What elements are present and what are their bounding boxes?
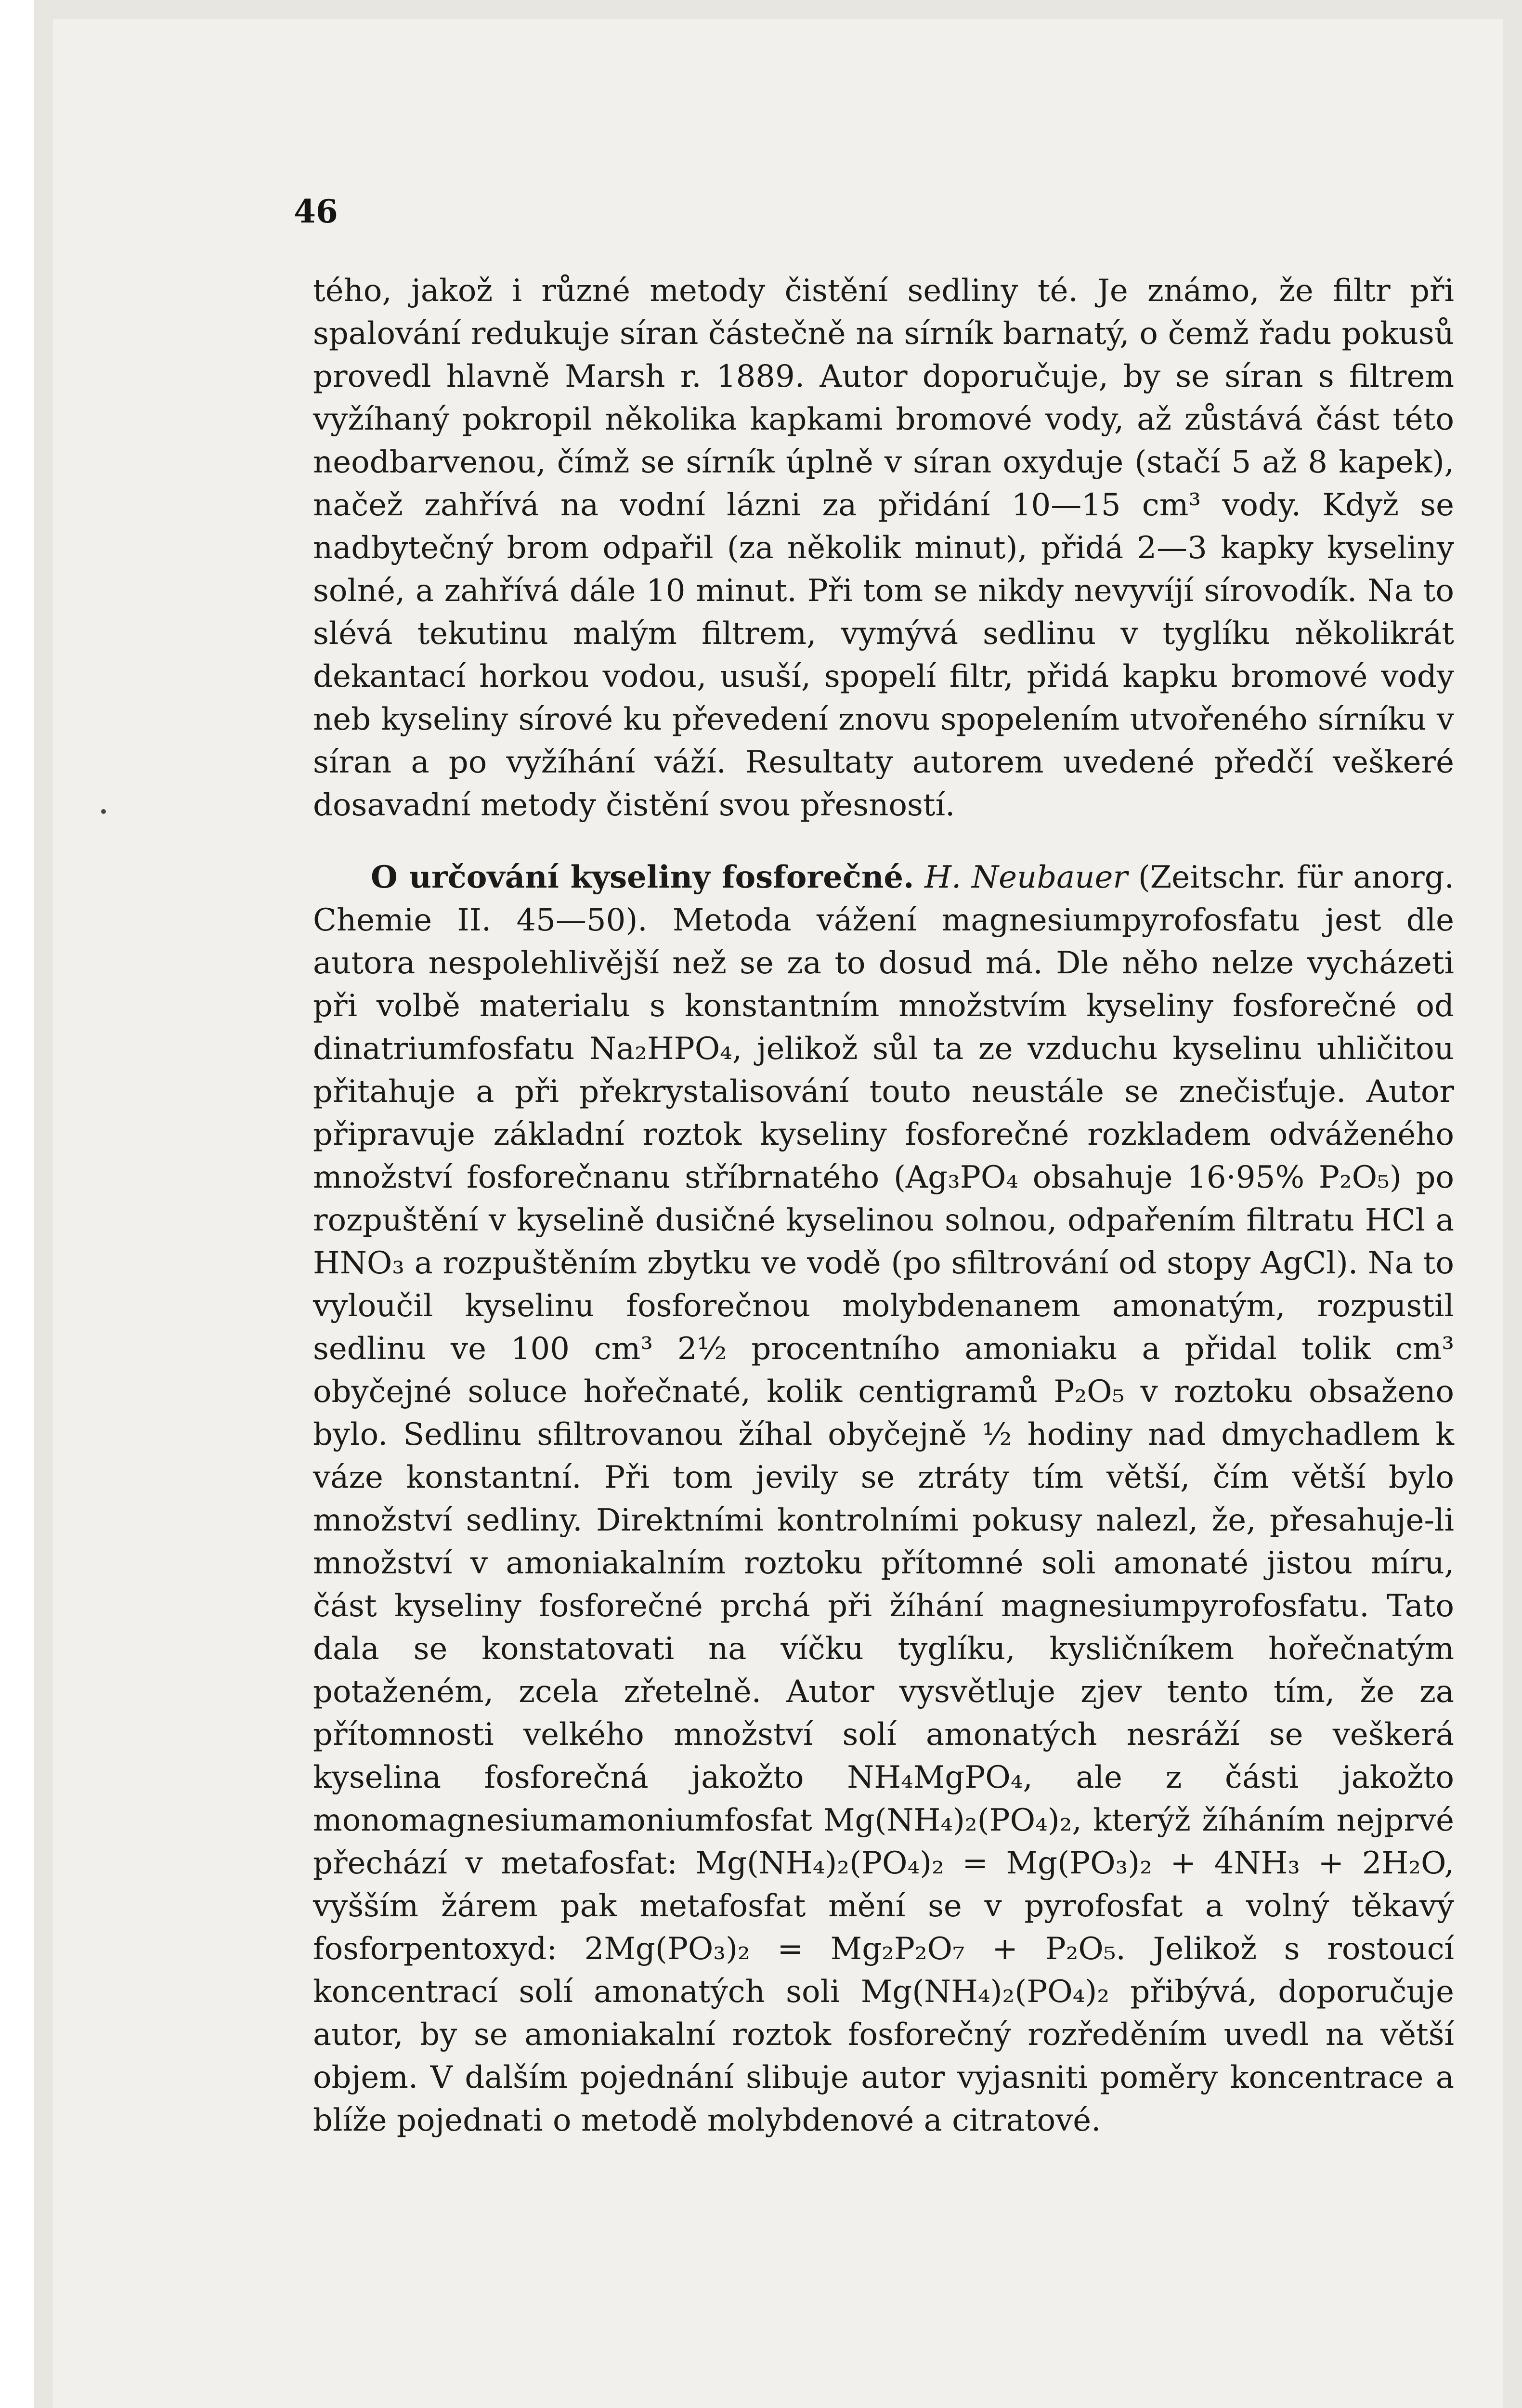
page-paper [53,19,1503,2408]
paragraph-1: tého, jakož i různé metody čistění sedliny té. Je známo, že filtr při spalování redukuje síran částečně na sírník barnatý, o čemž řadu pokusů provedl hlavně Marsh r. 1889. Autor doporučuje, by se síran s filtrem vyžíhaný pokropil několika kapkami bromové vody, až zůstává část této neodbarvenou, čímž se sírník úplně v síran oxyduje (stačí 5 až 8 kapek), načež zahřívá na vodní lázni za přidání 10—15 cm³ vody. Když se nadbytečný brom odpařil (za několik minut), přidá 2—3 kapky kyseliny solné, a zahřívá dále 10 minut. Při tom se nikdy nevyvíjí sírovodík. Na to slévá tekutinu malým filtrem, vymývá sedlinu v tyglíku několikrát dekantací horkou vodou, usuší, spopelí filtr, přidá kapku bromové vody neb kyseliny sírové ku převedení znovu spopelením utvořeného sírníku v síran a po vyžíhání váží. Resultaty autorem uvedené předčí veškeré dosavadní metody čistění svou přesností. [313,273,1454,823]
paragraph-2 [313,856,1454,2142]
section-heading: O určování kyseliny fosforečné. [371,859,914,895]
paragraph-2-text: (Zeitschr. für anorg. Chemie II. 45—50). Metoda vážení magnesiumpyrofosfatu jest dle autora nespolehlivější než se za to dosud má. Dle něho nelze vycházeti při volbě materialu s konstantním množstvím kyseliny fosforečné od dinatriumfosfatu Na₂HPO₄, jelikož sůl ta ze vzduchu kyselinu uhličitou přitahuje a při překrystalisování touto neustále se znečisťuje. Autor připravuje základní roztok kyseliny fosforečné rozkladem odváženého množství fosforečnanu stříbrnatého (Ag₃PO₄ obsahuje 16·95% P₂O₅) po rozpuštění v kyselině dusičné kyselinou solnou, odpařením filtratu HCl a HNO₃ a rozpuštěním zbytku ve vodě (po sfiltrování od stopy AgCl). Na to vyloučil kyselinu fosforečnou molybdenanem amonatým, rozpustil sedlinu ve 100 cm³ 2½ procentního amoniaku a přidal tolik cm³ obyčejné soluce hořečnaté, kolik centigramů P₂O₅ v roztoku obsaženo bylo. Sedlinu sfiltrovanou žíhal obyčejně ½ hodiny nad dmychadlem k váze konstantní. Při tom jevily se ztráty tím větší, čím větší bylo množství sedliny. Direktními kontrolními pokusy nalezl, že, přesahuje-li množství v amoniakalním roztoku přítomné soli amonaté jistou míru, část kyseliny fosforečné prchá při žíhání magnesiumpyrofosfatu. Tato dala se konstatovati na víčku tyglíku, kysličníkem hořečnatým potaženém, zcela zřetelně. Autor vysvětluje zjev tento tím, že za přítomnosti velkého množství solí amonatých nesráží se veškerá kyselina fosforečná jakožto NH₄MgPO₄, ale z části jakožto monomagnesiumamoniumfosfat Mg(NH₄)₂(PO₄)₂, kterýž žíháním nejprvé přechází v metafosfat: Mg(NH₄)₂(PO₄)₂ = Mg(PO₃)₂ + 4NH₃ + 2H₂O, vyšším žárem pak metafosfat mění se v pyrofosfat a volný těkavý fosforpentoxyd: 2Mg(PO₃)₂ = Mg₂P₂O₇ + P₂O₅. Jelikož s rostoucí koncentrací solí amonatých soli Mg(NH₄)₂(PO₄)₂ přibývá, doporučuje autor, by se amoniakalní roztok fosforečný rozředěním uvedl na větší objem. V dalším pojednání slibuje autor vyjasniti poměry koncentrace a blíže pojednati o metodě molybdenové a citratové. [313,860,1455,2138]
scanned-page [34,0,1522,2408]
page-number: 46 [294,193,338,230]
body-text [313,270,1454,2142]
scan-speck [101,809,106,814]
author-name: H. Neubauer [924,860,1128,895]
